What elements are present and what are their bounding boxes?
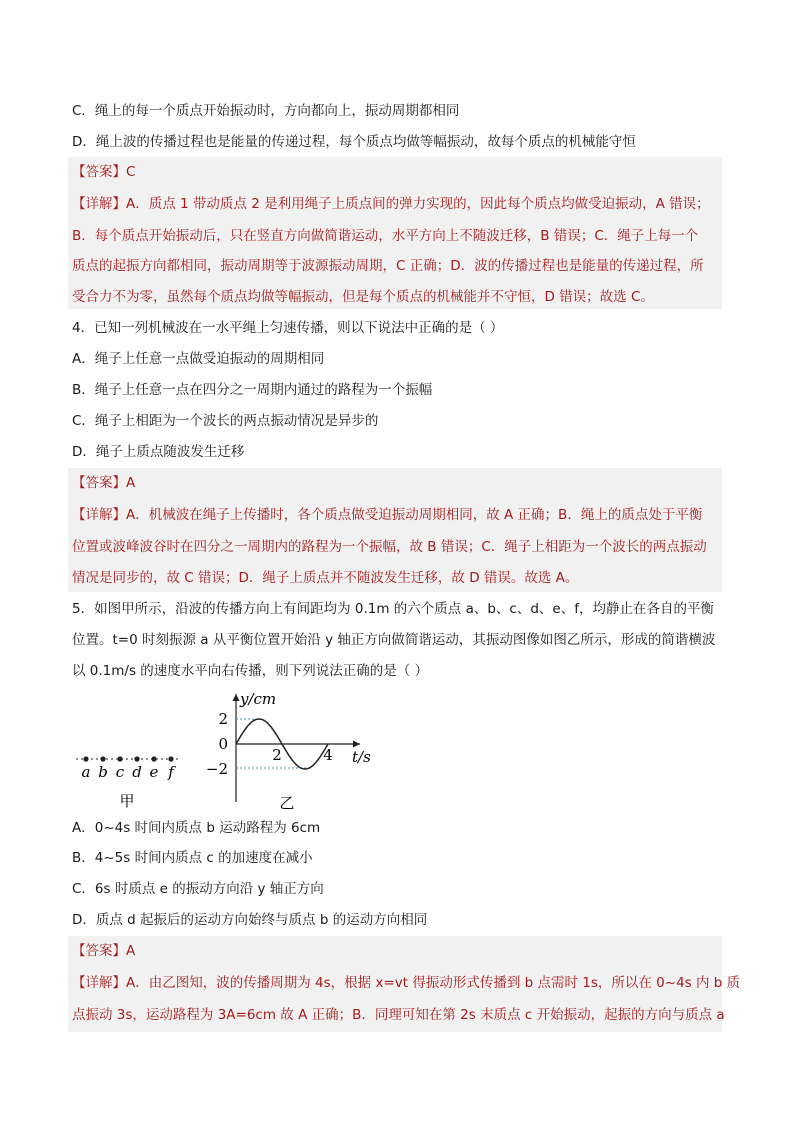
q3-detail-line-2: B．每个质点开始振动后，只在竖直方向做简谐运动，水平方向上不随波迁移，B 错误；C．绳子上每一个 bbox=[72, 228, 699, 244]
point-label-d: d bbox=[132, 763, 142, 781]
q4-detail-line-2: 位置或波峰波谷时在四分之一周期内的路程为一个振幅，故 B 错误；C．绳子上相距为一个波长的两点振动 bbox=[72, 539, 707, 555]
figure-a-caption: 甲 bbox=[119, 792, 135, 810]
point-label-b: b bbox=[98, 763, 108, 781]
q4-option-c: C．绳子上相距为一个波长的两点振动情况是异步的 bbox=[72, 413, 379, 429]
q5-detail-line-2: 点振动 3s，运动路程为 3A=6cm 故 A 正确；B．同理可知在第 2s 末质点 c 开始振动，起振的方向与质点 a bbox=[72, 1007, 725, 1023]
detail-label: 【详解】 bbox=[72, 975, 126, 991]
answer-label: 【答案】 bbox=[72, 475, 126, 491]
q4-detail-line-3: 情况是同步的，故 C 错误；D．绳子上质点并不随波发生迁移，故 D 错误。故选 A。 bbox=[72, 570, 579, 586]
q4-option-b: B．绳子上任意一点在四分之一周期内通过的路程为一个振幅 bbox=[72, 382, 433, 398]
detail-label: 【详解】 bbox=[72, 507, 126, 523]
answer-value: A bbox=[126, 475, 136, 491]
y-tick-2: 2 bbox=[218, 710, 228, 728]
point-label-c: c bbox=[115, 763, 125, 781]
answer-label: 【答案】 bbox=[72, 943, 126, 959]
q5-stem-line-2: 位置。t=0 时刻振源 a 从平衡位置开始沿 y 轴正方向做简谐运动，其振动图像如图乙所示，形成的简谐横波 bbox=[72, 632, 716, 648]
q5-option-b: B．4~5s 时间内质点 c 的加速度在减小 bbox=[72, 850, 313, 866]
q3-option-c: C．绳上的每一个质点开始振动时，方向都向上，振动周期都相同 bbox=[72, 103, 460, 119]
y-tick-neg2: −2 bbox=[205, 760, 228, 778]
q4-option-d: D．绳子上质点随波发生迁移 bbox=[72, 444, 245, 460]
point-c bbox=[117, 756, 122, 761]
q4-answer-line bbox=[72, 473, 722, 493]
point-label-a: a bbox=[81, 763, 91, 781]
q4-option-a: A．绳子上任意一点做受迫振动的周期相同 bbox=[72, 351, 325, 367]
q5-option-c: C．6s 时质点 e 的振动方向沿 y 轴正方向 bbox=[72, 881, 324, 897]
detail-label: 【详解】 bbox=[72, 196, 126, 212]
q5-option-d: D．质点 d 起振后的运动方向始终与质点 b 的运动方向相同 bbox=[72, 912, 428, 928]
q5-stem-line-1: 5．如图甲所示，沿波的传播方向上有间距均为 0.1m 的六个质点 a、b、c、d、e、f，均静止在各自的平衡 bbox=[72, 601, 714, 617]
point-f bbox=[168, 756, 173, 761]
point-label-f: f bbox=[168, 763, 174, 781]
x-tick-2: 2 bbox=[272, 746, 282, 764]
q3-detail-line-4: 受合力不为零，虽然每个质点均做等幅振动，但是每个质点的机械能并不守恒，D 错误；故选 C。 bbox=[72, 289, 654, 305]
y-tick-0: 0 bbox=[218, 735, 228, 753]
answer-label: 【答案】 bbox=[72, 164, 126, 180]
q3-detail-line-3: 质点的起振方向都相同，振动周期等于波源振动周期，C 正确；D．波的传播过程也是能量的传递过程，所 bbox=[72, 258, 704, 274]
point-d bbox=[134, 756, 139, 761]
q4-stem: 4．已知一列机械波在一水平绳上匀速传播，则以下说法中正确的是（ ） bbox=[72, 320, 504, 336]
q3-option-d: D．绳上波的传播过程也是能量的传递过程，每个质点均做等幅振动，故每个质点的机械能守恒 bbox=[72, 134, 636, 150]
q5-option-a: A．0~4s 时间内质点 b 运动路程为 6cm bbox=[72, 820, 321, 836]
answer-value: C bbox=[126, 164, 136, 180]
q3-detail-line-1: 【详解】A．质点 1 带动质点 2 是利用绳子上质点间的弹力实现的，因此每个质点均做受迫振动，A 错误； bbox=[72, 196, 710, 212]
point-a bbox=[83, 756, 88, 761]
q5-answer-line bbox=[72, 941, 722, 961]
q4-detail-line-1: 【详解】A．机械波在绳子上传播时，各个质点做受迫振动周期相同，故 A 正确；B．绳上的质点处于平衡 bbox=[72, 507, 703, 523]
q5-stem-line-3: 以 0.1m/s 的速度水平向右传播，则下列说法正确的是（ ） bbox=[72, 663, 429, 679]
x-tick-4: 4 bbox=[323, 746, 333, 764]
point-label-e: e bbox=[149, 763, 159, 781]
q3-answer-line bbox=[72, 162, 722, 182]
figure-b-caption: 乙 bbox=[279, 794, 295, 812]
figure-b-vibration-graph bbox=[200, 686, 390, 814]
y-axis-label: y/cm bbox=[240, 690, 277, 708]
point-b bbox=[100, 756, 105, 761]
answer-value: A bbox=[126, 943, 136, 959]
x-axis-label: t/s bbox=[352, 748, 371, 766]
figure-a bbox=[72, 745, 192, 815]
q5-detail-line-1: 【详解】A．由乙图知，波的传播周期为 4s，根据 x=vt 得振动形式传播到 b 点需时 1s，所以在 0~4s 内 b 质 bbox=[72, 975, 741, 991]
point-e bbox=[151, 756, 156, 761]
